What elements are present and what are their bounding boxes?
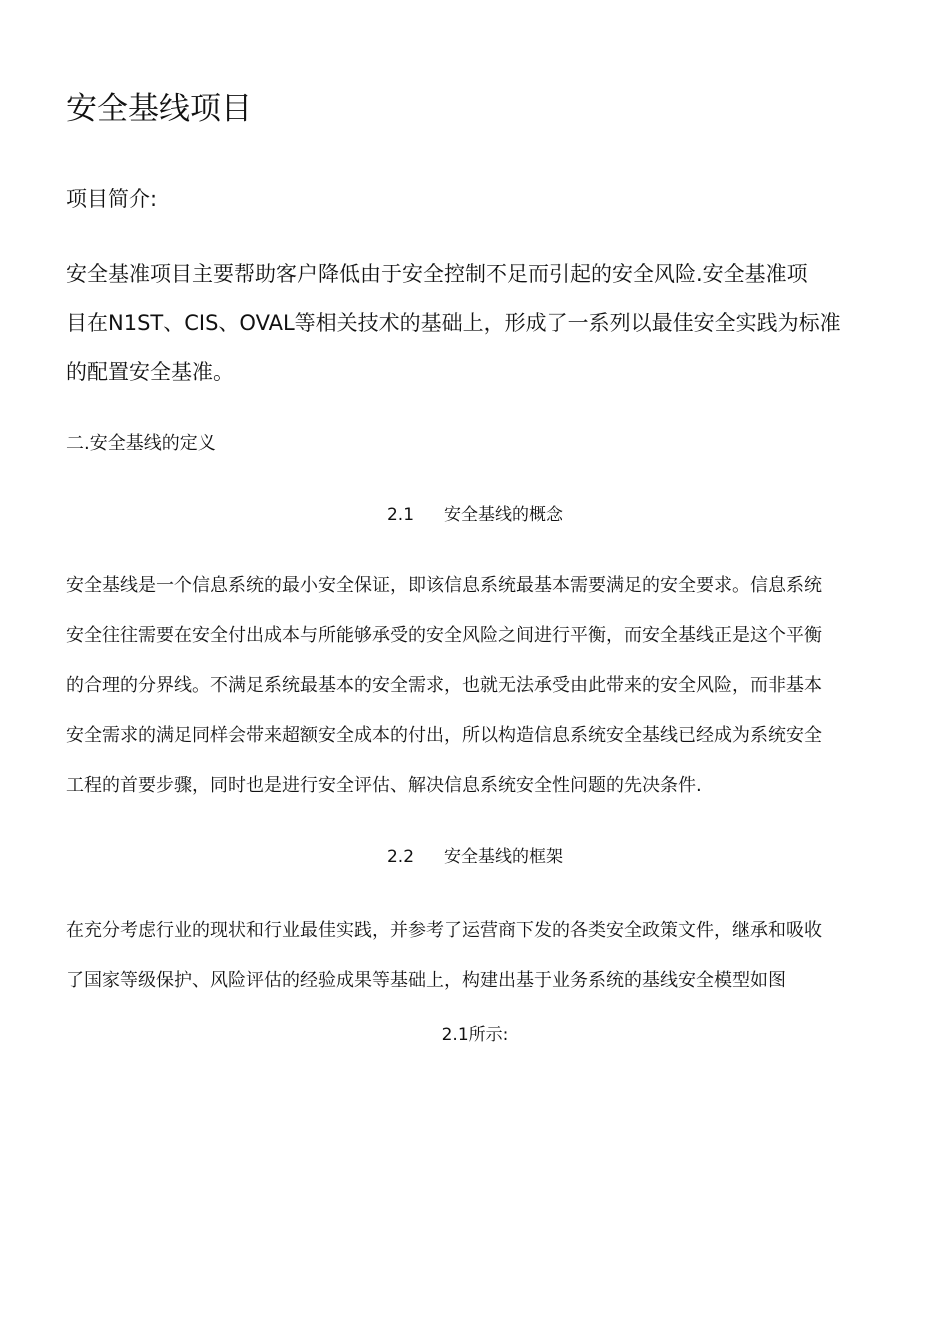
intro-paragraph [66, 250, 872, 397]
subsection-heading-2-2 [0, 844, 950, 870]
paragraph-line: 在充分考虑行业的现状和行业最佳实践，并参考了运营商下发的各类安全政策文件，继承和吸收 [66, 920, 822, 941]
paragraph-line: 的合理的分界线。不满足系统最基本的安全需求，也就无法承受由此带来的安全风险，而非基本 [66, 675, 822, 696]
intro-line: 目在N1ST、CIS、OVAL等相关技术的基础上，形成了一系列以最佳安全实践为标准 [66, 311, 841, 335]
paragraph-line: 了国家等级保护、风险评估的经验成果等基础上，构建出基于业务系统的基线安全模型如图 [66, 970, 786, 991]
subsection-number: 2.2 [386, 847, 415, 867]
subsection-heading-2-1 [0, 502, 950, 528]
intro-line: 的配置安全基准。 [66, 360, 234, 384]
paragraph-line: 安全基线是一个信息系统的最小安全保证，即该信息系统最基本需要满足的安全要求。信息系统 [66, 575, 822, 596]
subsection-title: 安全基线的概念 [444, 505, 564, 525]
concept-paragraph [66, 561, 876, 811]
paragraph-line: 安全往往需要在安全付出成本与所能够承受的安全风险之间进行平衡，而安全基线正是这个平衡 [66, 625, 822, 646]
intro-label: 项目简介: [66, 187, 158, 211]
paragraph-line: 安全需求的满足同样会带来超额安全成本的付出，所以构造信息系统安全基线已经成为系统安全 [66, 725, 822, 746]
section-heading-definition: 二.安全基线的定义 [66, 433, 216, 454]
document-title: 安全基线项目 [66, 91, 252, 127]
subsection-number: 2.1 [386, 505, 415, 525]
paragraph-line: 工程的首要步骤，同时也是进行安全评估、解决信息系统安全性问题的先决条件. [66, 775, 702, 796]
framework-paragraph [66, 906, 876, 1006]
intro-line: 安全基准项目主要帮助客户降低由于安全控制不足而引起的安全风险.安全基准项 [66, 262, 808, 286]
figure-reference: 2.1所示: [441, 1025, 509, 1045]
subsection-title: 安全基线的框架 [444, 847, 564, 867]
